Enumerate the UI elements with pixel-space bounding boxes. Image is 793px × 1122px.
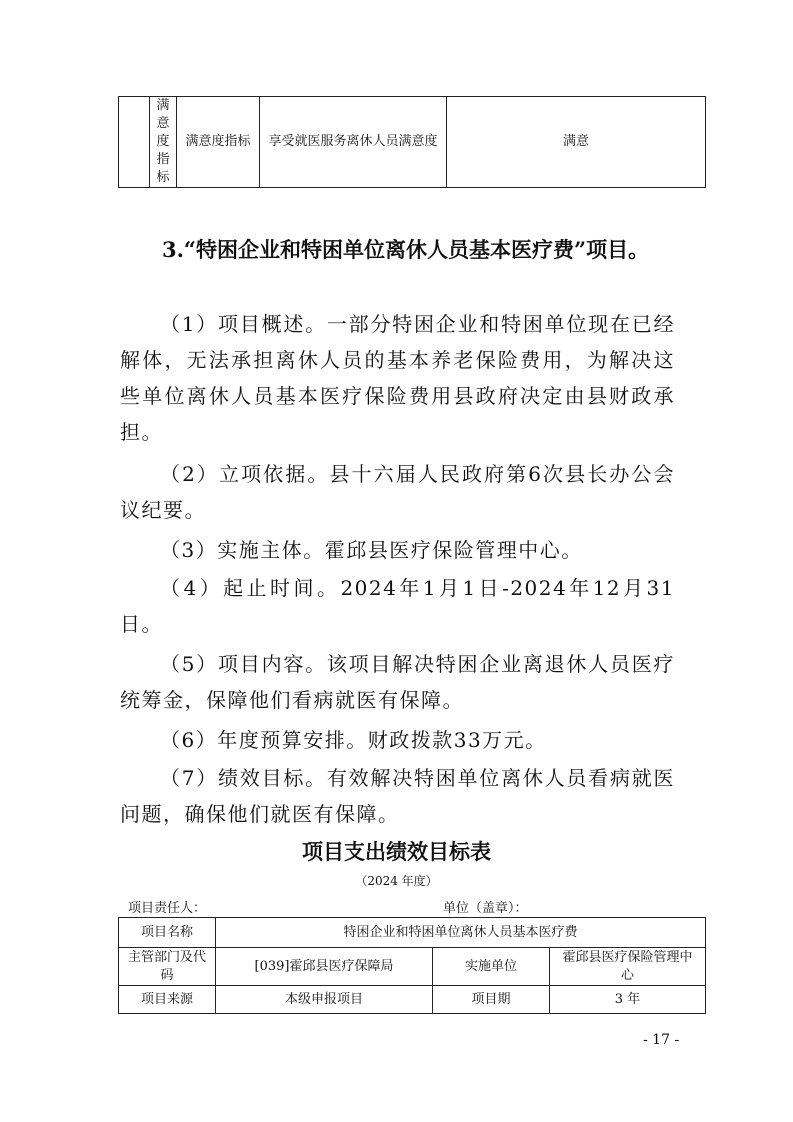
dept-value: [039]霍邱县医疗保障局 (216, 948, 433, 986)
impl-unit-value: 霍邱县医疗保险管理中心 (550, 948, 706, 986)
indicator-value-cell: 满意 (447, 97, 706, 188)
empty-cell (119, 97, 150, 188)
paragraph-basis: （2）立项依据。县十六届人民政府第6次县长办公会议纪要。 (120, 462, 675, 522)
impl-unit-label: 实施单位 (433, 948, 550, 986)
paragraph-period: （4）起止时间。2024年1月1日-2024年12月31日。 (120, 576, 675, 636)
period-label: 项目期 (433, 986, 550, 1014)
paragraph-goal: （7）绩效目标。有效解决特困单位离休人员看病就医问题，确保他们就医有保障。 (120, 766, 675, 826)
project-performance-table (118, 917, 706, 1014)
source-value: 本级申报项目 (216, 986, 433, 1014)
table-title: 项目支出绩效目标表 (302, 839, 491, 864)
paragraph-overview: （1）项目概述。一部分特困企业和特困单位现在已经解体，无法承担离休人员的基本养老保险费用，为解决这些单位离休人员基本医疗保险费用县政府决定由县财政承担。 (120, 312, 675, 444)
paragraph-content: （5）项目内容。该项目解决特困企业离退休人员医疗统筹金，保障他们看病就医有保障。 (120, 652, 675, 712)
paragraph-implementer: （3）实施主体。霍邱县医疗保险管理中心。 (160, 538, 583, 562)
source-label: 项目来源 (119, 986, 216, 1014)
project-name-value: 特困企业和特困单位离休人员基本医疗费 (216, 918, 706, 948)
page-number: - 17 - (643, 1032, 680, 1048)
period-value: 3 年 (550, 986, 706, 1014)
project-name-label: 项目名称 (119, 918, 216, 948)
dept-label: 主管部门及代码 (119, 948, 216, 986)
table-year: （2024 年度） (355, 874, 438, 888)
unit-label: 单位（盖章）： (443, 901, 528, 916)
paragraph-budget: （6）年度预算安排。财政拨款33万元。 (160, 728, 547, 752)
indicator-name-cell: 享受就医服务离休人员满意度 (260, 97, 447, 188)
section-heading: 3.“特困企业和特困单位离休人员基本医疗费”项目。 (162, 237, 650, 262)
responsible-label: 项目责任人： (128, 901, 207, 916)
performance-indicator-table-continued (118, 96, 706, 188)
indicator-category-cell: 满意度指标 (150, 97, 177, 188)
indicator-subcategory-cell: 满意度指标 (177, 97, 260, 188)
